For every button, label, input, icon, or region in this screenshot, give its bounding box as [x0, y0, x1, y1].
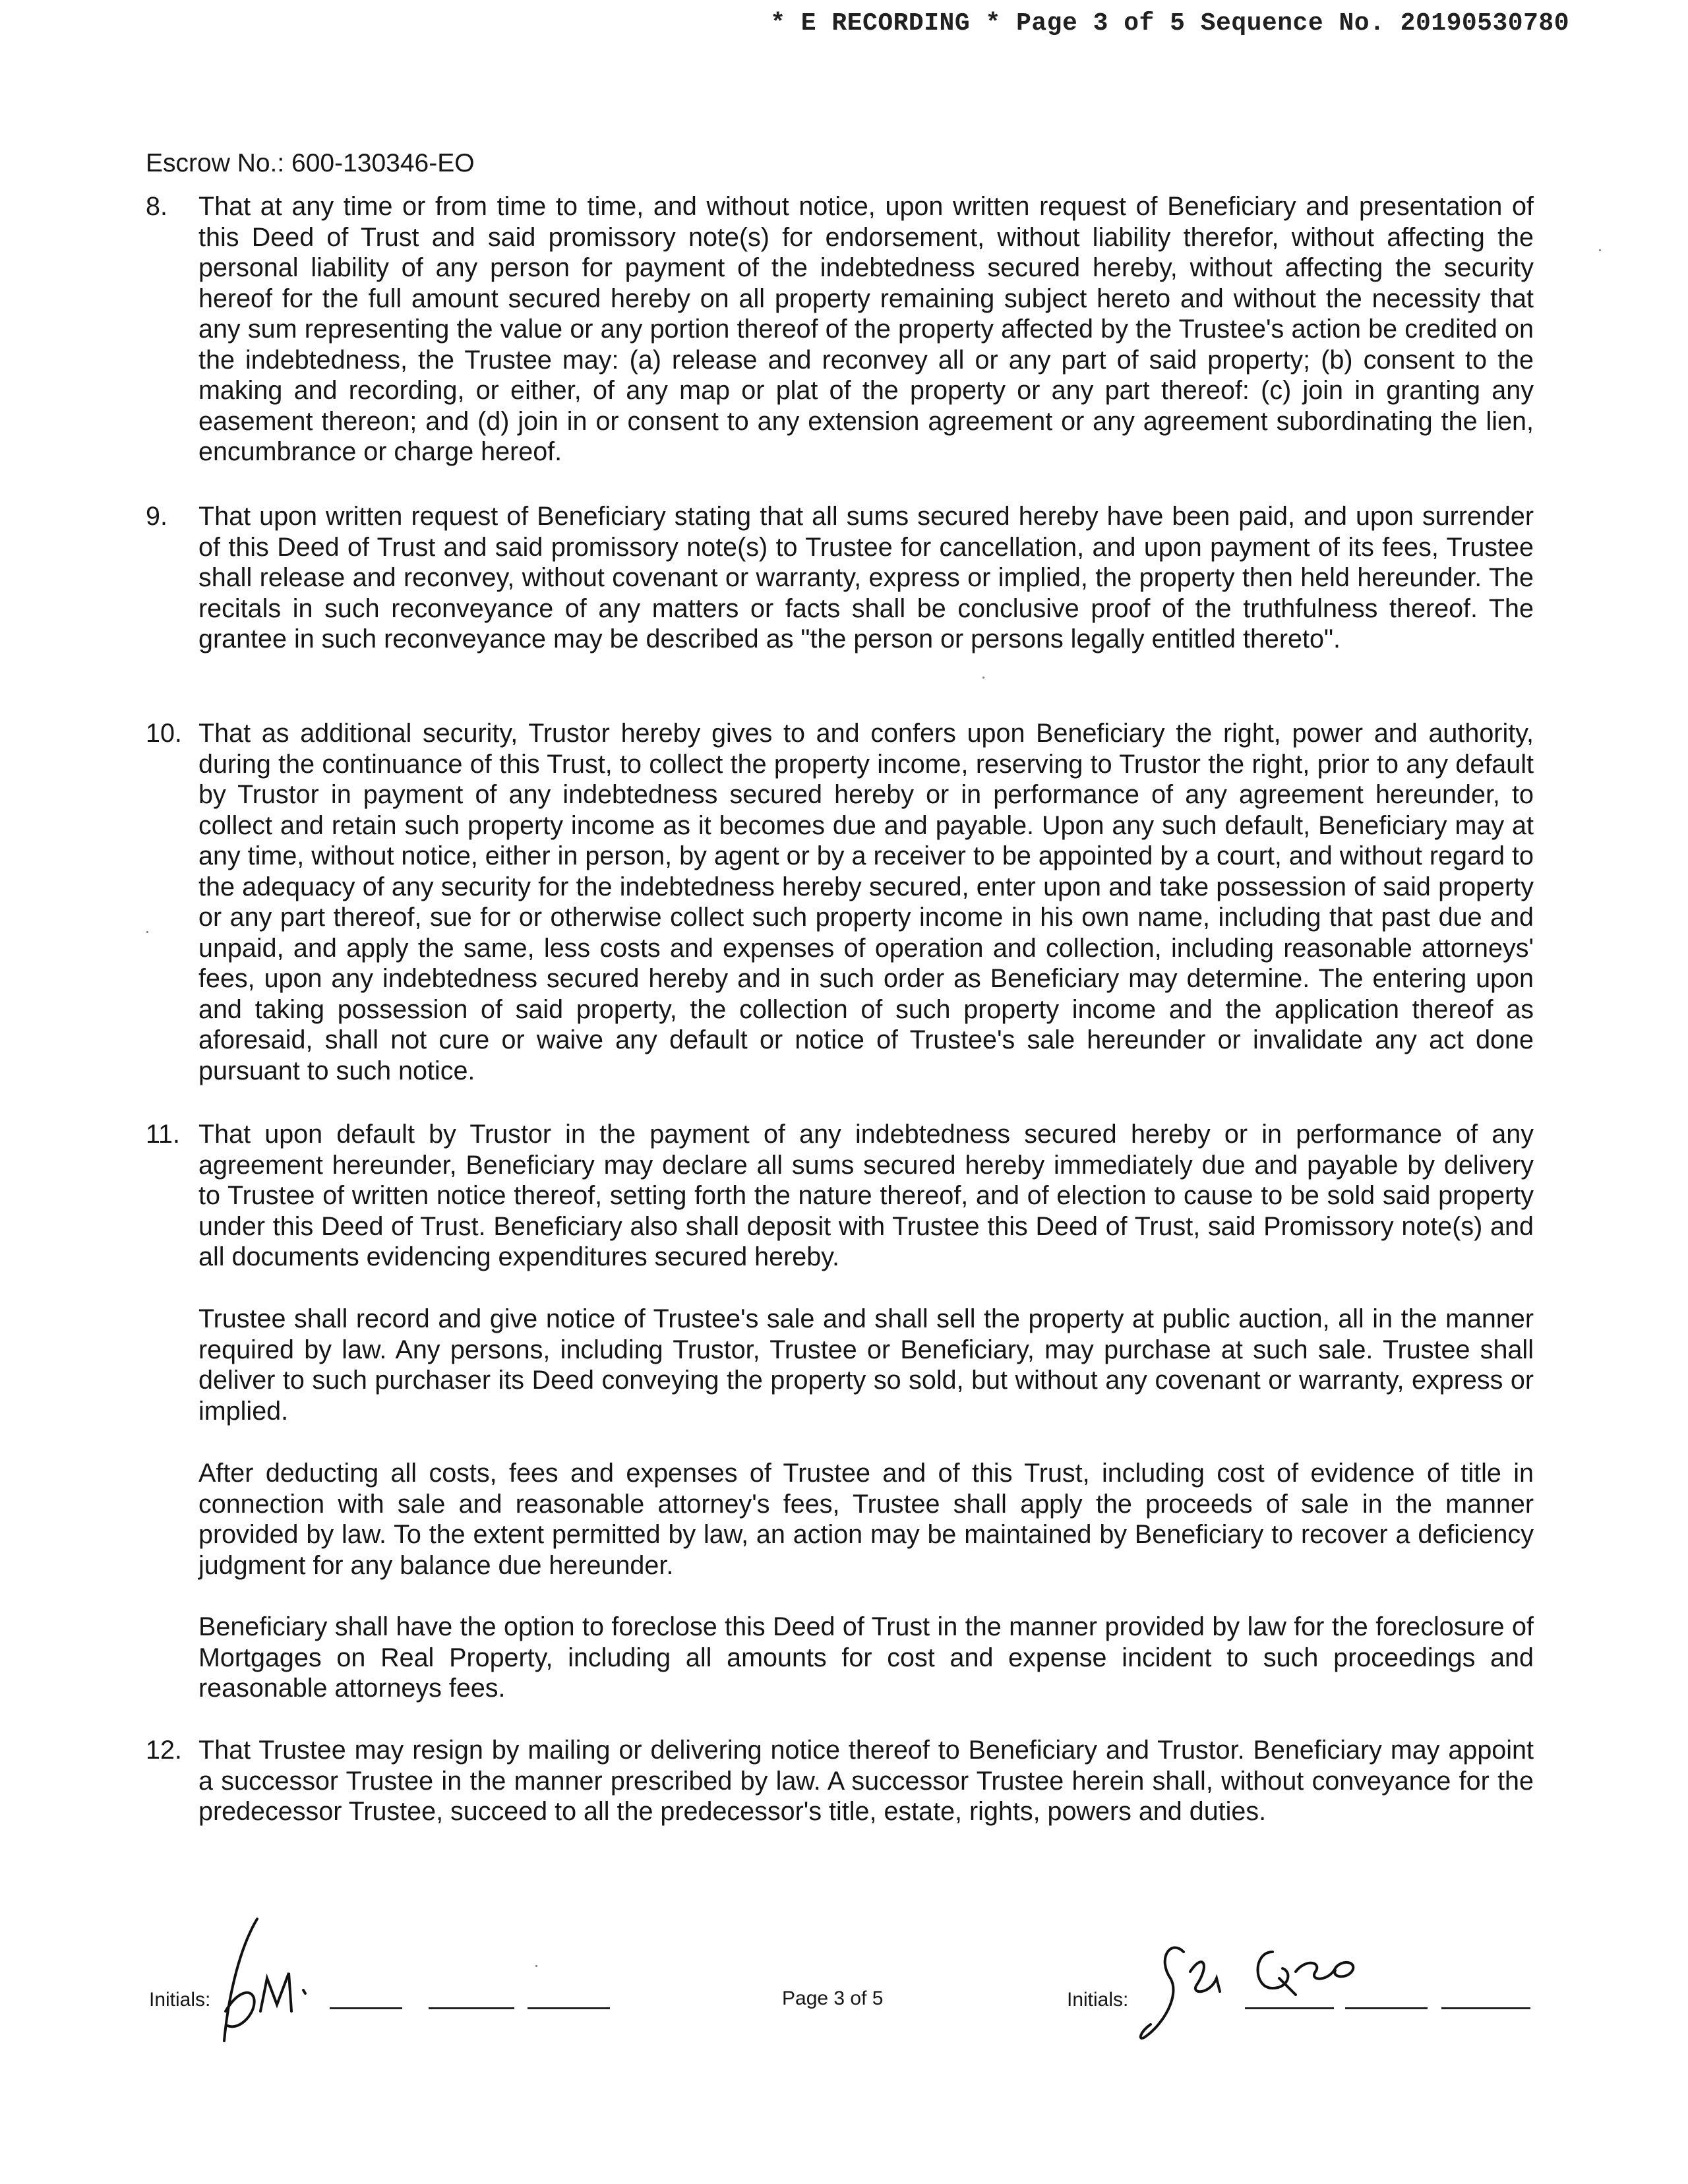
paragraph-number: 10.: [146, 719, 182, 748]
paragraph-12: [146, 1735, 1534, 1827]
initials-left-label: Initials:: [149, 1989, 211, 2011]
scan-speck: [1599, 249, 1601, 251]
paragraph-10: [146, 718, 1534, 1086]
subparagraph-trustee-sale: Trustee shall record and give notice of Trustee's sale and shall sell the property at public auction, all in the manner required by law. Any persons, including Trustor, Trustee or Beneficiary, may purchase at such sale. Trustee shall deliver to such purchaser its Deed conveying the property so sold, but without any covenant or warranty, express or implied.: [198, 1304, 1534, 1426]
recording-header: * E RECORDING * Page 3 of 5 Sequence No. 20190530780: [770, 9, 1569, 38]
paragraph-text: That at any time or from time to time, and without notice, upon written request of Beneficiary and presentation of this Deed of Trust and said promissory note(s) for endorsement, without liability therefor, without affecting the personal liability of any person for payment of the indebtedness secured hereby, without affecting the security hereof for the full amount secured hereby on all property remaining subject hereto and without the necessity that any sum representing the value or any portion thereof of the property affected by the Trustee's action be credited on the indebtedness, the Trustee may: (a) release and reconvey all or any part of said property; (b) consent to the making and recording, or either, of any map or plat of the property or any part thereof: (c) join in granting any easement thereon; and (d) join in or consent to any extension agreement or any agreement subordinating the lien, encumbrance or charge hereof.: [198, 192, 1534, 466]
initials-line: [528, 2007, 610, 2009]
initials-line: [1441, 2007, 1530, 2009]
paragraph-text: That Trustee may resign by mailing or delivering notice thereof to Beneficiary and Trustor. Beneficiary may appoint a successor Trustee in the manner prescribed by law. A successor Trustee herein shall, without conveyance for the predecessor Trustee, succeed to all the predecessor's title, estate, rights, powers and duties.: [198, 1736, 1534, 1826]
paragraph-text: That upon default by Trustor in the payment of any indebtedness secured hereby or in performance of any agreement hereunder, Beneficiary may declare all sums secured hereby immediately due and payable by delivery to Trustee of written notice thereof, setting forth the nature thereof, and of election to cause to be sold said property under this Deed of Trust. Beneficiary also shall deposit with Trustee this Deed of Trust, said Promissory note(s) and all documents evidencing expenditures secured hereby.: [198, 1120, 1534, 1271]
scan-speck: [146, 931, 148, 933]
initials-left-signature: [211, 1912, 343, 2044]
initials-right-label: Initials:: [1067, 1989, 1129, 2011]
paragraph-11: [146, 1119, 1534, 1273]
page-number: Page 3 of 5: [782, 1987, 884, 2009]
paragraph-number: 12.: [146, 1736, 182, 1765]
paragraph-number: 11.: [146, 1120, 180, 1149]
subparagraph-proceeds: After deducting all costs, fees and expenses of Trustee and of this Trust, including cost of evidence of title in connection with sale and reasonable attorney's fees, Trustee shall apply the proceeds of sale in the manner provided by law. To the extent permitted by law, an action may be maintained by Beneficiary to recover a deficiency judgment for any balance due hereunder.: [198, 1459, 1534, 1580]
paragraph-8: [146, 191, 1534, 468]
initials-line: [330, 2007, 402, 2009]
paragraph-9: [146, 501, 1534, 655]
initials-line: [429, 2007, 514, 2009]
paragraph-number: 8.: [146, 192, 167, 221]
subparagraph-foreclosure: Beneficiary shall have the option to foreclose this Deed of Trust in the manner provided by law for the foreclosure of Mortgages on Real Property, including all amounts for cost and expense incident to such proceedings and reasonable attorneys fees.: [198, 1612, 1534, 1703]
scan-speck: [535, 1965, 537, 1967]
scan-speck: [982, 677, 984, 679]
initials-line: [1345, 2007, 1428, 2009]
paragraph-text: That upon written request of Beneficiary stating that all sums secured hereby have been paid, and upon surrender of this Deed of Trust and said promissory note(s) to Trustee for cancellation, and upon payment of its fees, Trustee shall release and reconvey, without covenant or warranty, express or implied, the property then held hereunder. The recitals in such reconveyance of any matters or facts shall be conclusive proof of the truthfulness thereof. The grantee in such reconveyance may be described as "the person or persons legally entitled thereto".: [198, 502, 1534, 653]
initials-right-signature: [1131, 1932, 1408, 2044]
paragraph-text: That as additional security, Trustor hereby gives to and confers upon Beneficiary the right, power and authority, during the continuance of this Trust, to collect the property income, reserving to Trustor the right, prior to any default by Trustor in payment of any indebtedness secured hereby or in performance of any agreement hereunder, to collect and retain such property income as it becomes due and payable. Upon any such default, Beneficiary may at any time, without notice, either in person, by agent or by a receiver to be appointed by a court, and without regard to the adequacy of any security for the indebtedness hereby secured, enter upon and take possession of said property or any part thereof, sue for or otherwise collect such property income in his own name, including that past due and unpaid, and apply the same, less costs and expenses of operation and collection, including reasonable attorneys' fees, upon any indebtedness secured hereby and in such order as Beneficiary may determine. The entering upon and taking possession of said property, the collection of such property income and the application thereof as aforesaid, shall not cure or waive any default or notice of Trustee's sale hereunder or invalidate any act done pursuant to such notice.: [198, 719, 1534, 1085]
initials-line: [1245, 2007, 1334, 2009]
paragraph-number: 9.: [146, 502, 167, 531]
escrow-number: Escrow No.: 600-130346-EO: [146, 149, 475, 177]
